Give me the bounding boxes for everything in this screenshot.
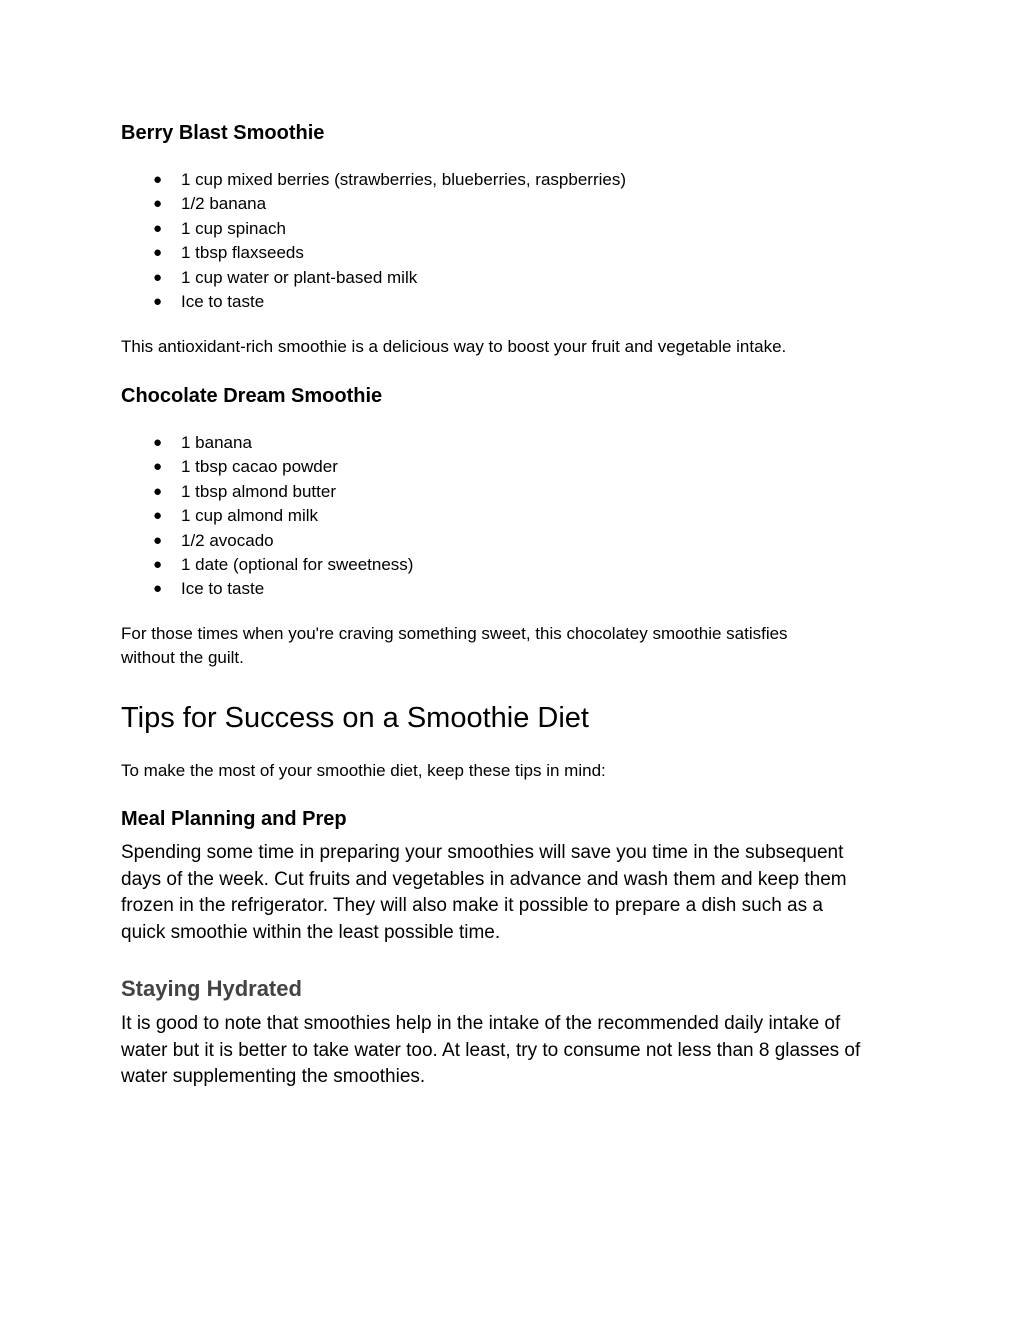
list-item: [121, 168, 626, 192]
list-item: [121, 217, 626, 241]
hydration-paragraph: [121, 1011, 860, 1091]
chocolate-description: [121, 622, 788, 670]
chocolate-ingredients-list: [121, 431, 413, 602]
bullet-icon: ●: [153, 292, 163, 310]
berry-title: Berry Blast Smoothie: [121, 122, 325, 144]
ingredient-text: 1/2 avocado: [181, 530, 274, 550]
bullet-icon: ●: [153, 482, 163, 500]
chocolate-title: Chocolate Dream Smoothie: [121, 385, 383, 407]
description-line: For those times when you're craving something sweet, this chocolatey smoothie satisfies: [121, 624, 788, 643]
list-item: [121, 241, 626, 265]
description-line: without the guilt.: [121, 648, 244, 667]
hydration-title: Staying Hydrated: [121, 976, 302, 1001]
paragraph-line: water but it is better to take water too. At least, try to consume not less than 8 glasses of: [121, 1039, 861, 1061]
ingredient-text: 1 cup spinach: [181, 218, 286, 238]
list-item: [121, 553, 413, 577]
bullet-icon: ●: [153, 458, 163, 476]
ingredient-text: 1 tbsp cacao powder: [181, 457, 338, 477]
bullet-icon: ●: [153, 434, 163, 451]
ingredient-text: 1 cup water or plant-based milk: [181, 267, 418, 287]
list-item: [121, 266, 626, 290]
berry-description: This antioxidant-rich smoothie is a delicious way to boost your fruit and vegetable intake.: [121, 337, 787, 356]
tips-heading: Tips for Success on a Smoothie Diet: [121, 702, 589, 734]
bullet-icon: ●: [153, 531, 163, 549]
tips-intro: To make the most of your smoothie diet, keep these tips in mind:: [121, 761, 606, 780]
ingredient-text: 1 cup almond milk: [181, 506, 319, 526]
bullet-icon: ●: [153, 507, 163, 525]
bullet-icon: ●: [153, 171, 163, 188]
list-item: [121, 431, 413, 455]
paragraph-line: days of the week. Cut fruits and vegetables in advance and wash them and keep them: [121, 868, 847, 890]
paragraph-line: quick smoothie within the least possible time.: [121, 921, 501, 943]
ingredient-text: 1/2 banana: [181, 194, 267, 214]
ingredient-text: Ice to taste: [181, 291, 265, 311]
meal-planning-title: Meal Planning and Prep: [121, 808, 347, 830]
bullet-icon: ●: [153, 219, 163, 237]
list-item: [121, 504, 413, 528]
bullet-icon: ●: [153, 580, 163, 598]
list-item: [121, 455, 413, 479]
berry-ingredients-list: [121, 168, 626, 314]
ingredient-text: 1 cup mixed berries (strawberries, blueberries, raspberries): [181, 170, 626, 189]
ingredient-text: 1 tbsp flaxseeds: [181, 243, 304, 263]
list-item: [121, 192, 626, 216]
list-item: [121, 290, 626, 314]
meal-planning-paragraph: [121, 840, 847, 946]
paragraph-line: It is good to note that smoothies help in the intake of the recommended daily intake of: [121, 1013, 841, 1034]
list-item: [121, 577, 413, 601]
ingredient-text: Ice to taste: [181, 579, 265, 599]
bullet-icon: ●: [153, 195, 163, 213]
paragraph-line: frozen in the refrigerator. They will also make it possible to prepare a dish such as a: [121, 895, 823, 916]
list-item: [121, 529, 413, 553]
ingredient-text: 1 banana: [181, 433, 252, 452]
paragraph-line: water supplementing the smoothies.: [121, 1066, 426, 1087]
list-item: [121, 480, 413, 504]
bullet-icon: ●: [153, 555, 163, 573]
bullet-icon: ●: [153, 268, 163, 286]
paragraph-line: Spending some time in preparing your smoothies will save you time in the subsequent: [121, 842, 844, 863]
ingredient-text: 1 date (optional for sweetness): [181, 554, 414, 574]
ingredient-text: 1 tbsp almond butter: [181, 481, 336, 501]
bullet-icon: ●: [153, 244, 163, 262]
